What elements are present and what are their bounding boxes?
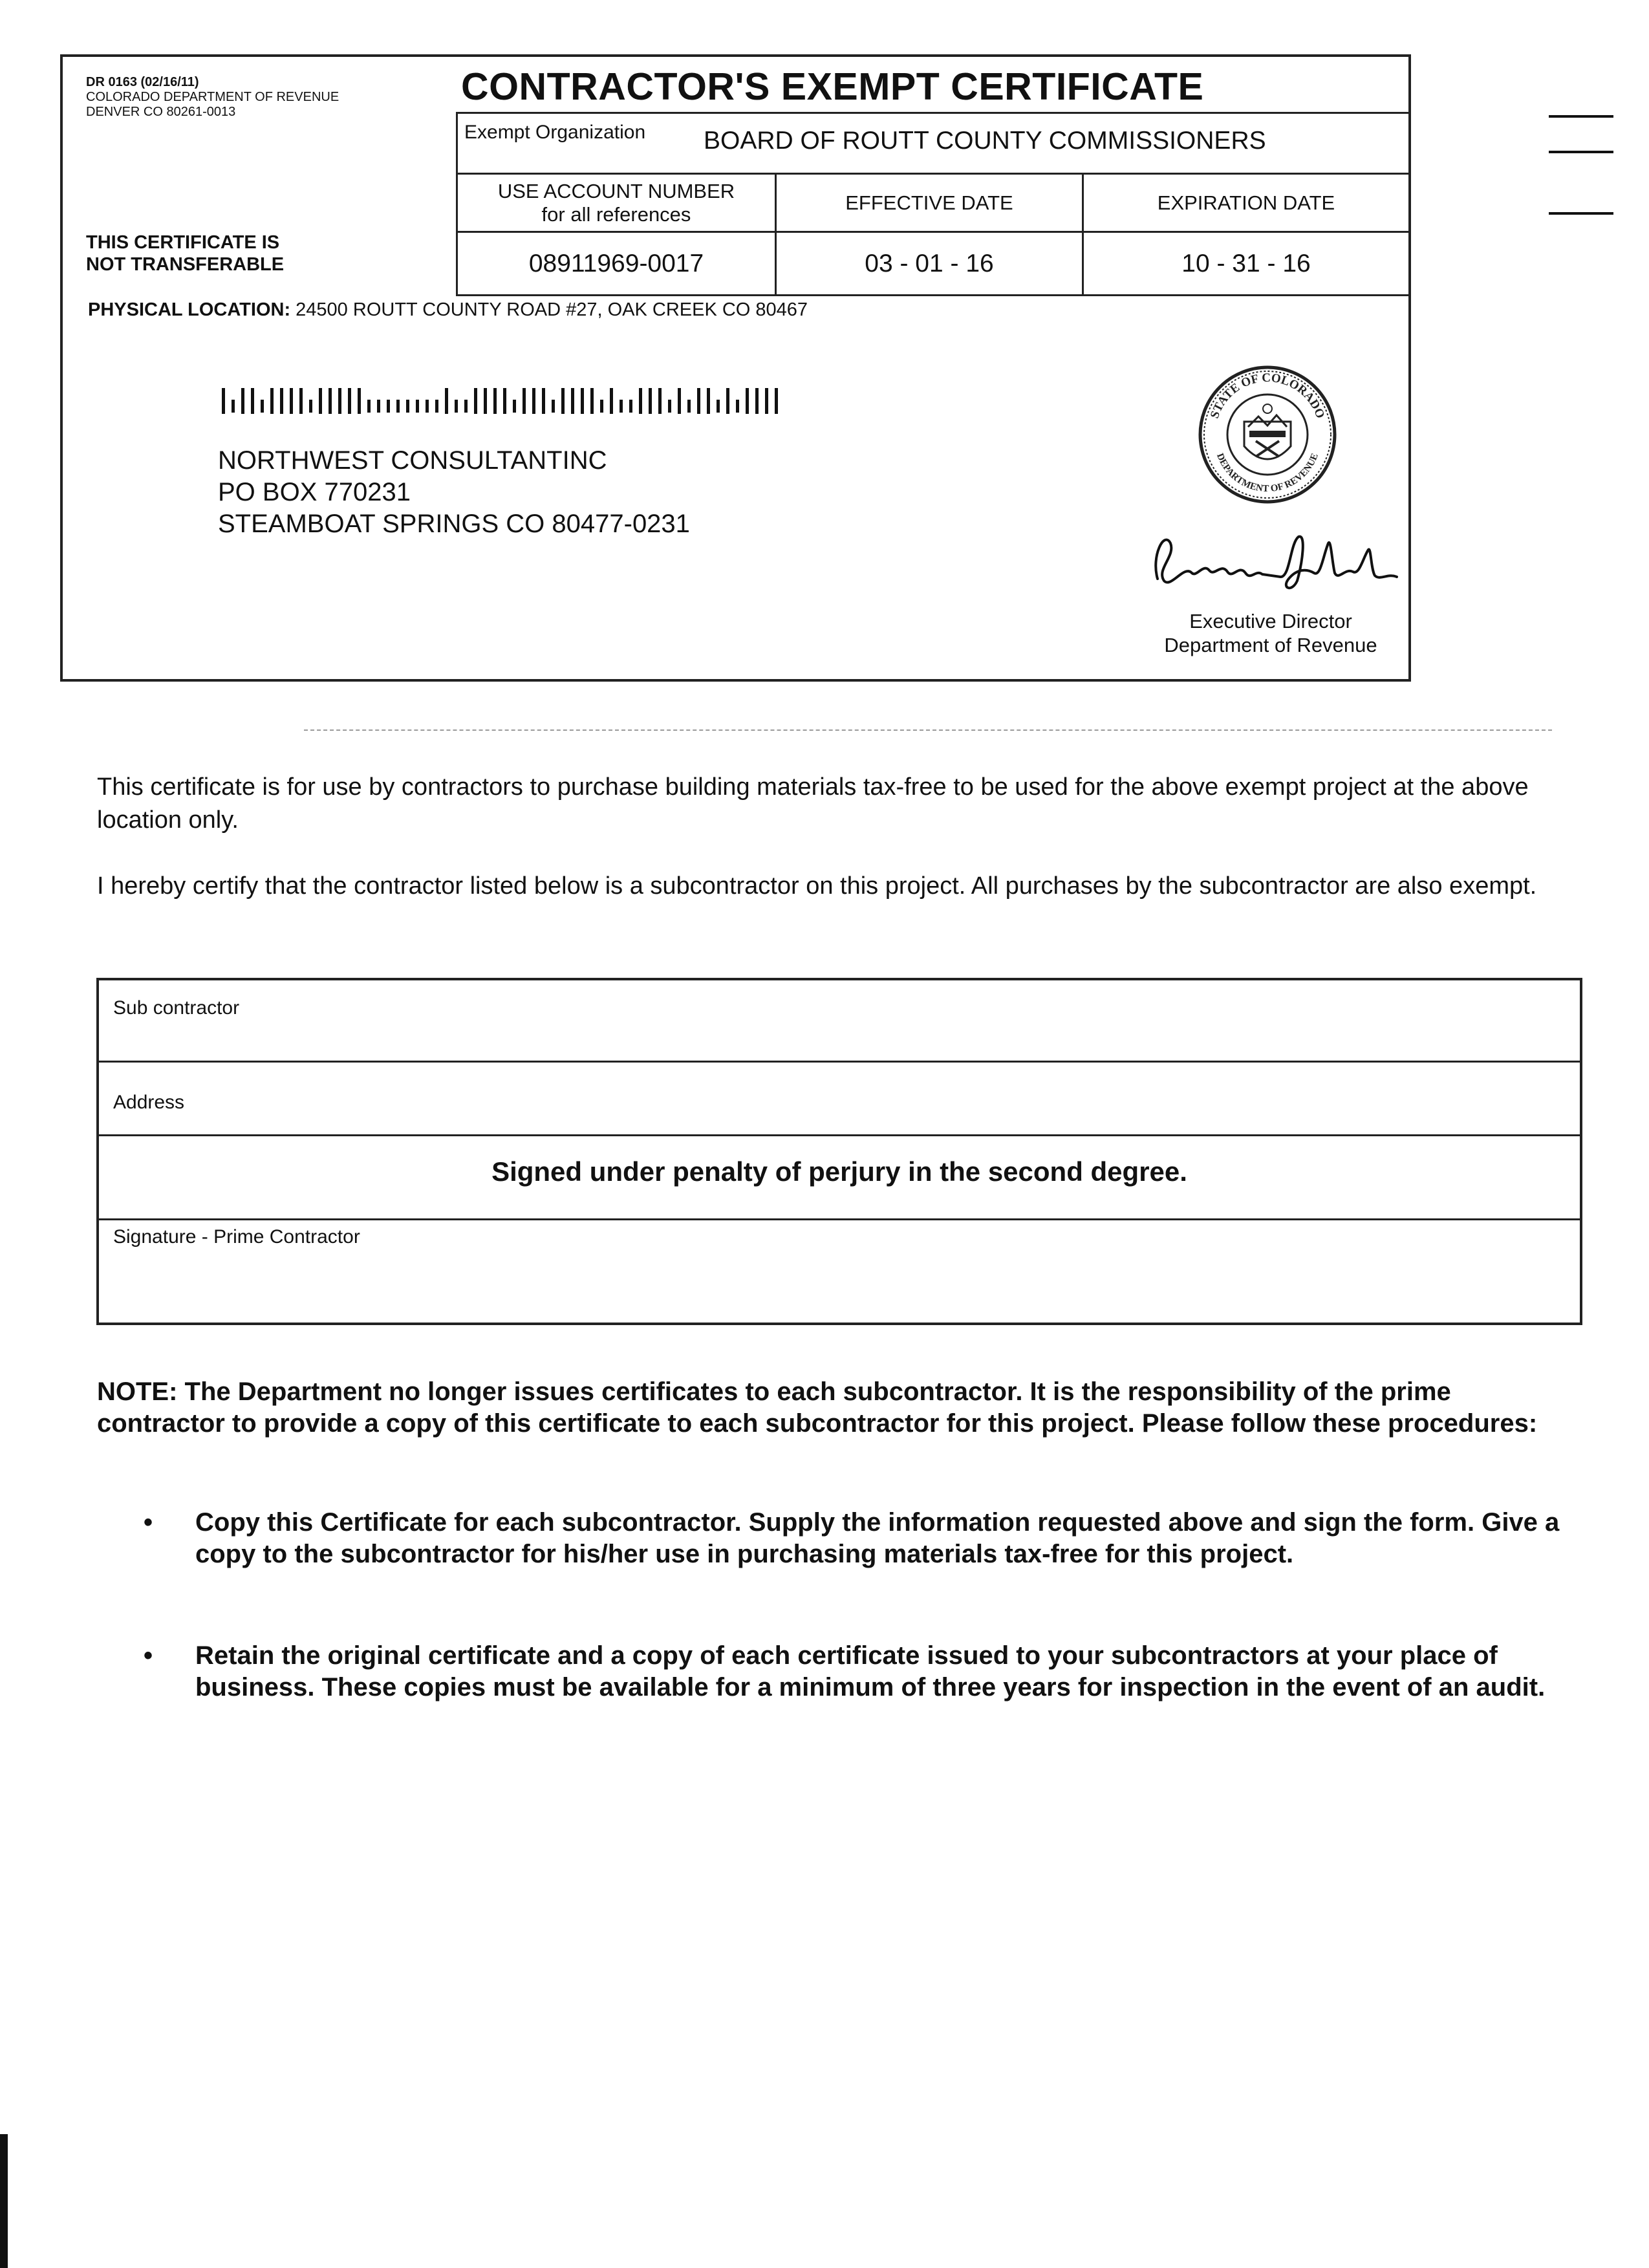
barcode-bar <box>493 388 497 414</box>
cut-line <box>304 729 1552 731</box>
account-dates-grid <box>456 175 1408 296</box>
barcode-bar <box>775 388 778 414</box>
barcode-bar <box>590 388 594 414</box>
barcode-bar <box>523 388 526 414</box>
mailing-address <box>218 445 690 540</box>
barcode-bar <box>571 388 574 414</box>
seal-bottom-text: DEPARTMENT OF REVENUE <box>1214 451 1320 495</box>
barcode-bar <box>358 388 361 414</box>
executive-director-signature <box>1145 517 1403 595</box>
signature-prime-contractor-label: Signature - Prime Contractor <box>113 1226 360 1247</box>
form-divider <box>99 1061 1580 1063</box>
barcode-bar <box>329 388 332 414</box>
address-label: Address <box>113 1092 185 1113</box>
barcode-bar <box>377 400 380 413</box>
effective-date-header: EFFECTIVE DATE <box>777 175 1084 233</box>
barcode-bar <box>435 400 438 413</box>
address-line3: STEAMBOAT SPRINGS CO 80477-0231 <box>218 510 690 538</box>
barcode-bar <box>687 400 691 413</box>
barcode-bar <box>717 400 720 413</box>
barcode-bar <box>232 400 235 413</box>
subcontractor-form <box>96 978 1582 1325</box>
account-number-header <box>458 175 777 233</box>
barcode-bar <box>639 388 642 414</box>
barcode-bar <box>503 388 506 414</box>
barcode-bar <box>464 400 468 413</box>
bullet-icon: • <box>144 1641 153 1670</box>
signatory-title-line1: Executive Director <box>1189 610 1352 632</box>
margin-mark <box>1549 151 1613 153</box>
barcode-bar <box>387 400 390 413</box>
procedure-text: Copy this Certificate for each subcontractor. Supply the information requested above and sign the form. Give a copy to the subcontractor for his/her use in purchasing materials tax-free for this project. <box>195 1508 1560 1568</box>
margin-mark <box>1549 212 1613 215</box>
agency-name: COLORADO DEPARTMENT OF REVENUE <box>86 90 339 104</box>
barcode-bar <box>532 388 535 414</box>
barcode-bar <box>299 388 303 414</box>
barcode-bar <box>658 388 662 414</box>
barcode-bar <box>726 388 729 414</box>
barcode-bar <box>222 388 225 414</box>
account-number-value: 08911969-0017 <box>458 233 777 294</box>
expiration-date-value: 10 - 31 - 16 <box>1181 249 1311 277</box>
barcode-bar <box>765 388 768 414</box>
barcode-bar <box>513 400 516 413</box>
form-number: DR 0163 (02/16/11) <box>86 75 199 89</box>
barcode-bar <box>581 388 584 414</box>
certification-paragraph: I hereby certify that the contractor listed below is a subcontractor on this project. All purchases by the subcontractor are also exempt. <box>97 872 1537 900</box>
procedure-text: Retain the original certificate and a copy of each certificate issued to your subcontractors at your place of business. These copies must be available for a minimum of three years for inspection in the event of an audit. <box>195 1641 1546 1701</box>
form-header <box>86 75 339 120</box>
account-number-header-line1: USE ACCOUNT NUMBER <box>497 179 735 202</box>
scan-edge <box>0 2134 8 2268</box>
exempt-org-label: Exempt Organization <box>464 122 646 143</box>
not-transferable-line1: THIS CERTIFICATE IS <box>86 232 280 253</box>
note-paragraph: NOTE: The Department no longer issues certificates to each subcontractor. It is the responsibility of the prime contractor to provide a copy of this certificate to each subcontractor for this project. Please follow these procedures: <box>97 1377 1538 1438</box>
perjury-statement: Signed under penalty of perjury in the second degree. <box>491 1156 1187 1187</box>
barcode-bar <box>280 388 283 414</box>
account-number-header-line2: for all references <box>541 202 691 226</box>
address-line2: PO BOX 770231 <box>218 478 411 506</box>
signatory-title-line2: Department of Revenue <box>1164 634 1377 656</box>
barcode-bar <box>746 388 749 414</box>
barcode-bar <box>610 388 613 414</box>
barcode-bar <box>629 400 632 413</box>
postal-barcode <box>222 385 791 416</box>
physical-location-label: PHYSICAL LOCATION: <box>88 299 291 320</box>
barcode-bar <box>319 388 322 414</box>
sub-contractor-label: Sub contractor <box>113 997 240 1019</box>
physical-location <box>88 299 808 321</box>
exempt-org-value: BOARD OF ROUTT COUNTY COMMISSIONERS <box>704 127 1266 155</box>
barcode-bar <box>736 400 739 413</box>
form-divider <box>99 1134 1580 1136</box>
barcode-bar <box>474 388 477 414</box>
barcode-bar <box>668 400 671 413</box>
barcode-bar <box>338 388 341 414</box>
bullet-icon: • <box>144 1508 153 1537</box>
barcode-bar <box>445 388 448 414</box>
not-transferable-line2: NOT TRANSFERABLE <box>86 254 285 275</box>
seal-top-text: STATE OF COLORADO <box>1207 371 1328 420</box>
barcode-bar <box>620 400 623 413</box>
barcode-bar <box>697 388 700 414</box>
barcode-bar <box>251 388 254 414</box>
barcode-bar <box>484 388 487 414</box>
barcode-bar <box>406 400 409 413</box>
barcode-bar <box>241 388 244 414</box>
physical-location-value: 24500 ROUTT COUNTY ROAD #27, OAK CREEK CO 80467 <box>296 299 808 320</box>
margin-mark <box>1549 115 1613 118</box>
barcode-bar <box>426 400 429 413</box>
signatory-title <box>1151 609 1390 657</box>
usage-paragraph: This certificate is for use by contractors to purchase building materials tax-free to be used for the above exempt project at the above location only. <box>97 773 1529 834</box>
barcode-bar <box>309 400 312 413</box>
barcode-bar <box>542 388 545 414</box>
barcode-bar <box>552 400 555 413</box>
state-of-colorado-seal-icon <box>1196 362 1339 511</box>
barcode-bar <box>348 388 351 414</box>
form-divider <box>99 1218 1580 1220</box>
barcode-bar <box>678 388 681 414</box>
effective-date-value: 03 - 01 - 16 <box>777 233 1084 294</box>
barcode-bar <box>707 388 710 414</box>
barcode-bar <box>649 388 652 414</box>
barcode-bar <box>270 388 274 414</box>
agency-address: DENVER CO 80261-0013 <box>86 105 236 119</box>
barcode-bar <box>416 400 419 413</box>
barcode-bar <box>755 388 759 414</box>
barcode-bar <box>600 400 603 413</box>
not-transferable-notice <box>86 232 284 275</box>
barcode-bar <box>367 400 371 413</box>
expiration-date-header: EXPIRATION DATE <box>1084 175 1408 233</box>
barcode-bar <box>396 400 400 413</box>
barcode-bar <box>561 388 565 414</box>
barcode-bar <box>290 388 293 414</box>
address-line1: NORTHWEST CONSULTANTINC <box>218 446 607 475</box>
certificate-title: CONTRACTOR'S EXEMPT CERTIFICATE <box>461 65 1204 108</box>
barcode-bar <box>261 400 264 413</box>
barcode-bar <box>455 400 458 413</box>
